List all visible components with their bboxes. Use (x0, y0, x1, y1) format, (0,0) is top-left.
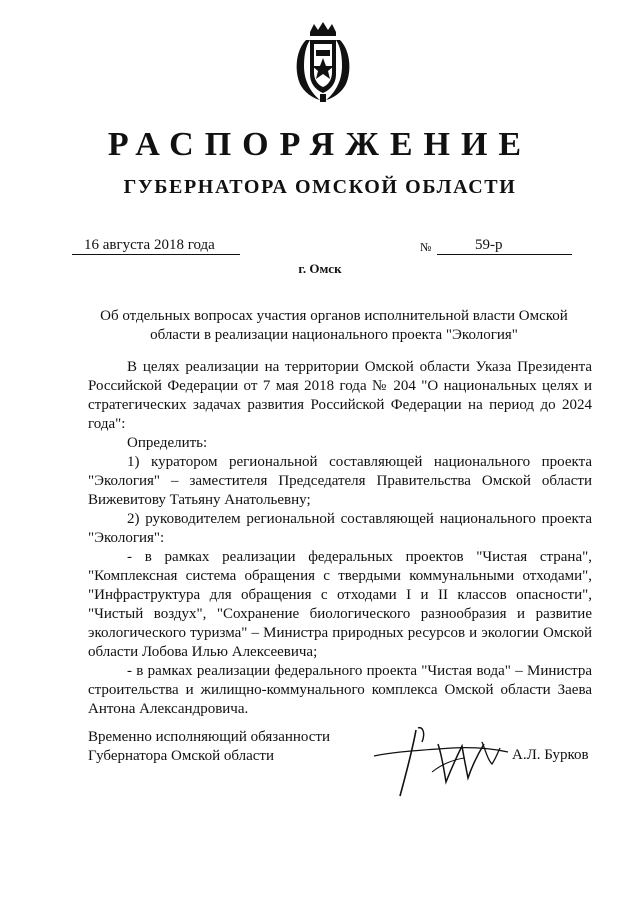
document-title: РАСПОРЯЖЕНИЕ (107, 126, 533, 163)
item-2: 2) руководителем региональной составляющей национального проекта "Экология": (88, 511, 592, 546)
signatory-position-line-2: Губернатора Омской области (88, 748, 274, 764)
document-date: 16 августа 2018 года (72, 236, 240, 255)
document-number: 59-р (437, 236, 572, 255)
item-1: 1) куратором региональной составляющей национального проекта "Экология" – заместителя Председателя Правительства Омской области Вижевитову Татьяну Анатольевну; (88, 454, 592, 508)
determine-paragraph: Определить: (127, 435, 208, 451)
document-subtitle: ГУБЕРНАТОРА ОМСКОЙ ОБЛАСТИ (123, 176, 517, 198)
intro-paragraph: В целях реализации на территории Омской области Указа Президента Российской Федерации от 7 мая 2018 года № 204 "О национальных целях и стратегических задачах развития Российской Федерации на период до 2024 года": (88, 359, 592, 432)
item-2b: - в рамках реализации федерального проекта "Чистая вода" – Министра строительства и жилищно-коммунального комплекса Омской области Заева Антона Александровича. (88, 663, 592, 717)
handwritten-signature-icon (372, 712, 512, 802)
number-label: № (420, 240, 432, 254)
document-city: г. Омск (298, 261, 342, 276)
signatory-name: А.Л. Бурков (512, 747, 589, 763)
signatory-position-line-1: Временно исполняющий обязанности (88, 729, 331, 745)
document-subject: Об отдельных вопросах участия органов исполнительной власти Омской области в реализации национального проекта "Экология" (100, 308, 568, 343)
coat-of-arms-icon (292, 20, 354, 104)
signatory-position (88, 728, 330, 766)
item-2a: - в рамках реализации федеральных проектов "Чистая страна", "Комплексная система обращения с твердыми коммунальными отходами", "Инфраструктура для обращения с отходами I и II классов опасности", "Чистый воздух", "Сохранение биологического разнообразия и развитие экологического туризма" – Министра природных ресурсов и экологии Омской области Лобова Илью Алексеевича; (88, 549, 592, 660)
document-body (88, 358, 592, 719)
